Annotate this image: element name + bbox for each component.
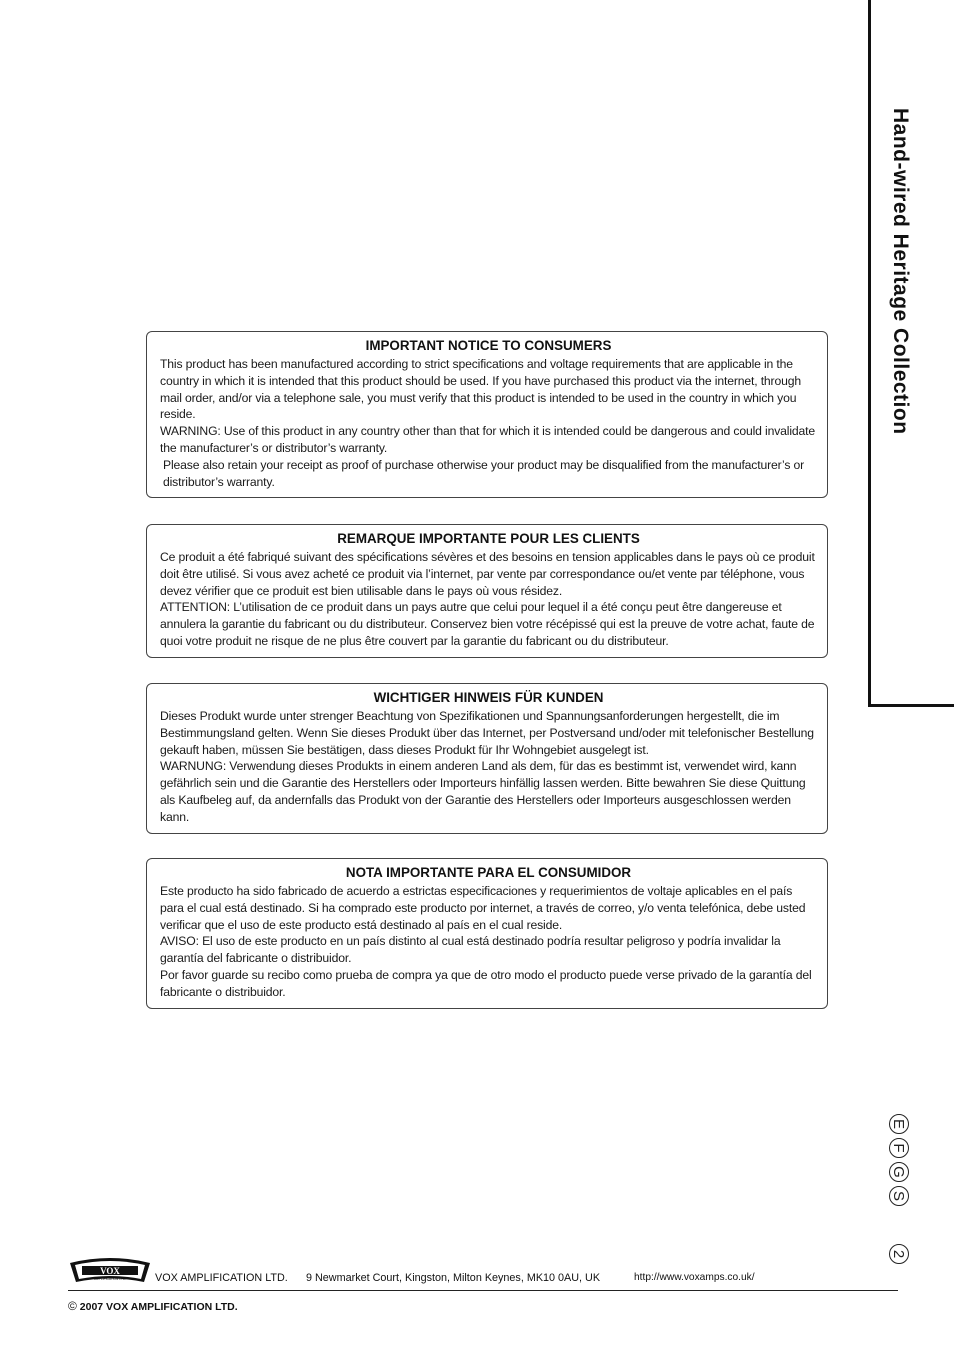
- notice-german: [146, 683, 828, 834]
- notice-warning: WARNING: Use of this product in any country other than that for which it is intended could be dangerous and could invalidate the manufacturer’s or distributor’s warranty.: [160, 424, 816, 455]
- vox-logo: [68, 1255, 152, 1285]
- notice-warning: WARNUNG: Verwendung dieses Produkts in einem anderen Land als dem, für das es bestimmt ist, verwendet wird, kann gefährlich sein und die Garantie des Herstellers oder Importeurs hinfällig lassen werden. Bitte bewahren Sie diese Quittung als Kaufbeleg auf, da andernfalls das Produkt von der Garantie des Herstellers oder Importeurs ausgeschlossen werden kann.: [160, 759, 806, 824]
- notice-paragraph: Este producto ha sido fabricado de acuerdo a estrictas especificaciones y requerimientos de voltaje aplicables en el país para el cual está destinado. Si ha comprado este producto por internet, a través de correo, y/o venta telefónica, debe usted verificar que el uso de este producto está destinado al país en el cual reside.: [160, 884, 806, 932]
- language-index: [889, 1114, 913, 1210]
- notice-paragraph: Por favor guarde su recibo como prueba de compra ya que de otro modo el producto puede verse privado de la garantía del fabricante o distribuidor.: [160, 967, 812, 999]
- notice-title: NOTA IMPORTANTE PARA EL CONSUMIDOR: [345, 865, 632, 880]
- notice-paragraph: Please also retain your receipt as proof of purchase otherwise your product may be disqualified from the manufacturer’s or distributor’s warranty.: [163, 457, 805, 489]
- notice-warning: ATTENTION: L’utilisation de ce produit dans un pays autre que celui pour lequel il a été conçu peut être dangereuse et annulera la garantie du fabricant ou du distributeur. Conservez bien votre récépissé qui est la preuve de votre achat, faute de quoi votre produit ne risque de ne plus être couvert par la garantie du fabricant ou du distributeur.: [160, 600, 815, 648]
- notice-english: [146, 331, 828, 498]
- vox-logo-subtext: AMPLIFICATION LTD.: [94, 1277, 126, 1281]
- language-marker-s: S: [889, 1186, 909, 1206]
- language-marker-f: F: [889, 1138, 909, 1158]
- notice-paragraph: Ce produit a été fabriqué suivant des spécifications sévères et des besoins en tension applicables dans le pays où ce produit doit être utilisé. Si vous avez acheté ce produit via l’internet, par vente par correspondance ou/et vente par téléphone, vous devez vérifier que ce produit est bien utilisable dans le pays où vous résidez.: [160, 550, 815, 598]
- side-title: Hand-wired Heritage Collection: [889, 108, 912, 435]
- footer-address: 9 Newmarket Court, Kingston, Milton Keynes, MK10 0AU, UK: [306, 1272, 601, 1284]
- notice-spanish: [146, 858, 828, 1009]
- copyright: [68, 1299, 238, 1313]
- notice-paragraph: This product has been manufactured according to strict specifications and voltage requirements that are applicable in the country in which it is intended that this product should be used. If you have purchased this product via the internet, through mail order, and/or via a telephone sale, you must verify that this product is intended to be used in the country in which you reside.: [160, 357, 801, 422]
- notice-warning: AVISO: El uso de este producto en un país distinto al cual está destinado podría resultar peligroso y podría invalidar la garantía del fabricante o distribuidor.: [160, 934, 781, 966]
- notice-title: IMPORTANT NOTICE TO CONSUMERS: [365, 338, 612, 353]
- footer: [68, 1255, 898, 1285]
- notice-title: REMARQUE IMPORTANTE POUR LES CLIENTS: [337, 531, 640, 546]
- notice-french: [146, 524, 828, 658]
- footer-url[interactable]: http://www.voxamps.co.uk/: [634, 1272, 755, 1283]
- copyright-text: 2007 VOX AMPLIFICATION LTD.: [79, 1301, 238, 1313]
- page-number: 2: [889, 1244, 909, 1264]
- language-marker-g: G: [889, 1162, 909, 1182]
- notice-title: WICHTIGER HINWEIS FÜR KUNDEN: [373, 690, 604, 705]
- footer-company: VOX AMPLIFICATION LTD.: [155, 1272, 288, 1284]
- language-marker-e: E: [889, 1114, 909, 1134]
- copyright-symbol: ©: [68, 1299, 77, 1313]
- footer-divider: [68, 1290, 898, 1291]
- notice-paragraph: Dieses Produkt wurde unter strenger Beachtung von Spezifikationen und Spannungsanforderungen hergestellt, die im Bestimmungsland gelten. Wenn Sie dieses Produkt über das Internet, per Postversand und/oder mit telefonischer Bestellung gekauft haben, müssen Sie bestätigen, dass dieses Produkt für Ihr Wohngebiet ausgelegt ist.: [160, 709, 814, 757]
- vox-logo-text: VOX: [100, 1266, 120, 1276]
